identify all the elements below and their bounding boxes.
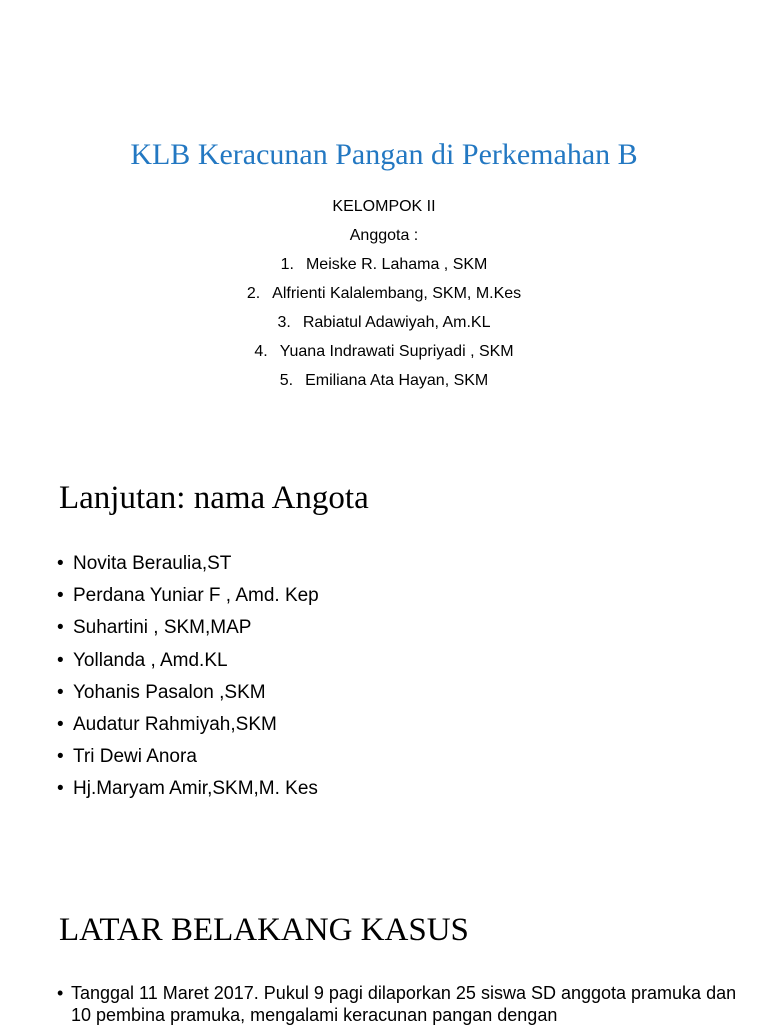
member-name: Yuana Indrawati Supriyadi , SKM [279, 343, 514, 360]
member-number: 2. [246, 285, 261, 302]
slide3-title: LATAR BELAKANG KASUS [59, 912, 469, 948]
bullet-icon: • [57, 585, 64, 607]
slide1-title: KLB Keracunan Pangan di Perkemahan B [130, 138, 638, 171]
list-item-text: Audatur Rahmiyah,SKM [73, 714, 277, 736]
bullet-icon: • [57, 617, 64, 639]
member-name: Rabiatul Adawiyah, Am.KL [302, 314, 491, 331]
bullet-icon: • [57, 983, 64, 1003]
member-number: 5. [279, 372, 294, 389]
list-item-text: Yollanda , Amd.KL [73, 649, 228, 671]
group-name: KELOMPOK II [332, 198, 436, 215]
list-item [57, 612, 319, 644]
bullet-icon: • [57, 746, 64, 768]
list-item [57, 741, 319, 773]
member-item [0, 308, 768, 337]
list-item [57, 709, 319, 741]
slide1-member-block [0, 192, 768, 395]
list-item-text: Tri Dewi Anora [73, 746, 197, 768]
bullet-icon: • [57, 649, 64, 671]
slide2-title: Lanjutan: nama Angota [59, 480, 369, 516]
list-item [57, 548, 319, 580]
member-item [0, 279, 768, 308]
background-paragraph [57, 982, 737, 1026]
list-item-text: Suhartini , SKM,MAP [73, 617, 252, 639]
bullet-icon: • [57, 553, 64, 574]
list-item-text: Perdana Yuniar F , Amd. Kep [73, 585, 319, 607]
bullet-icon: • [57, 778, 64, 800]
list-item [57, 580, 319, 612]
paragraph-text: Tanggal 11 Maret 2017. Pukul 9 pagi dilaporkan 25 siswa SD anggota pramuka dan 10 pembina pramuka, mengalami keracunan pangan dengan [71, 983, 737, 1025]
member-name: Alfrienti Kalalembang, SKM, M.Kes [272, 285, 522, 302]
list-item [57, 645, 319, 677]
bullet-icon: • [57, 681, 64, 703]
member-bullet-list [57, 548, 319, 806]
member-number: 1. [280, 256, 294, 273]
members-label: Anggota : [349, 227, 419, 244]
member-item [0, 250, 768, 279]
member-number: 3. [277, 314, 291, 331]
member-number: 4. [254, 343, 268, 360]
bullet-icon: • [57, 714, 64, 736]
list-item-text: Yohanis Pasalon ,SKM [73, 681, 266, 703]
member-name: Meiske R. Lahama , SKM [305, 256, 488, 273]
list-item-text: Hj.Maryam Amir,SKM,M. Kes [73, 778, 318, 800]
member-name: Emiliana Ata Hayan, SKM [305, 372, 489, 389]
list-item [57, 773, 319, 805]
list-item [57, 677, 319, 709]
list-item-text: Novita Beraulia,ST [73, 553, 232, 574]
member-item [0, 366, 768, 395]
member-item [0, 337, 768, 366]
